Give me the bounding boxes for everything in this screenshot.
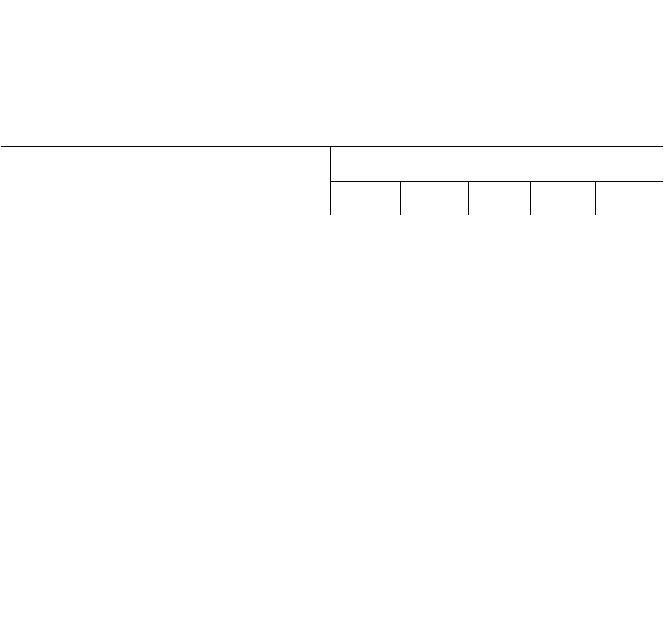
column-header-observed[interactable] <box>331 182 401 215</box>
column-header-std-residual[interactable] <box>596 182 663 215</box>
column-header-residual[interactable] <box>469 182 531 215</box>
plot-header <box>1 147 331 215</box>
column-header-std-pred[interactable] <box>531 182 596 215</box>
column-header-predicted[interactable] <box>401 182 469 215</box>
table-header <box>1 146 663 215</box>
data-header <box>331 147 663 215</box>
